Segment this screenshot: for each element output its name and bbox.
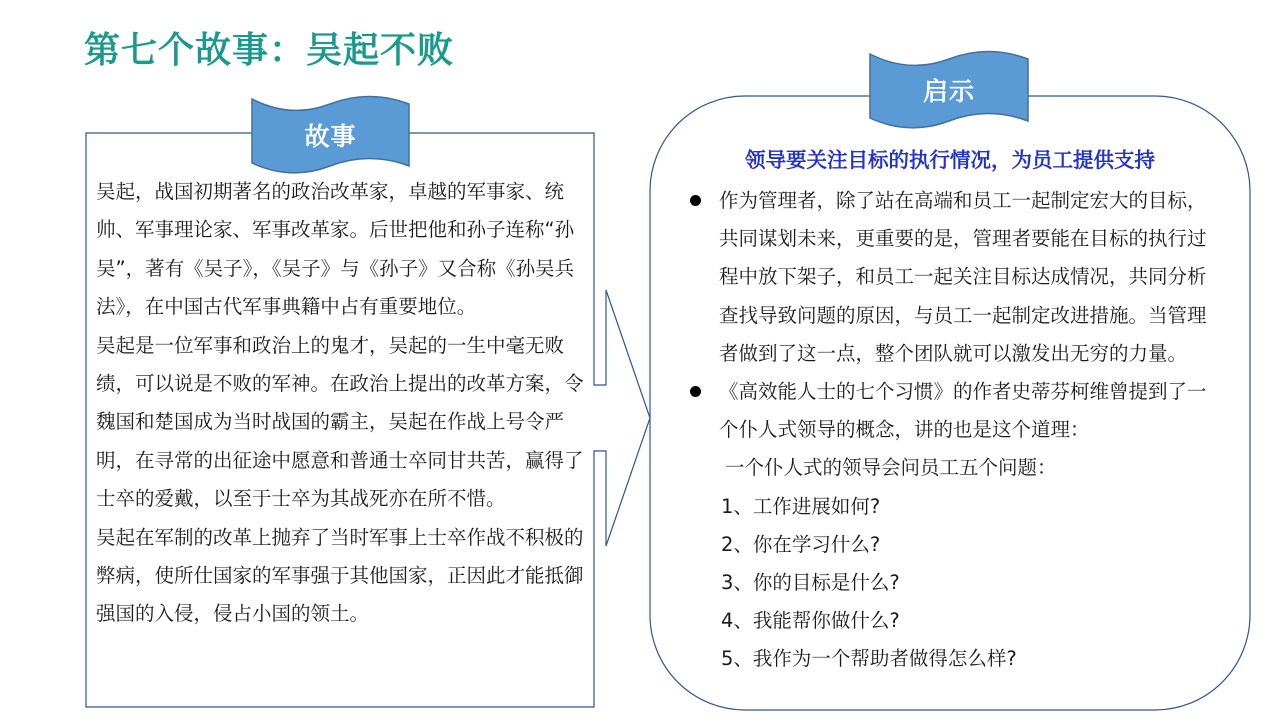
story-banner-label: 故事 <box>304 122 357 151</box>
question-item: 1、工作进展如何? <box>721 494 881 518</box>
insight-bullets <box>690 182 1220 679</box>
page-title: 第七个故事：吴起不败 <box>84 30 455 71</box>
insight-banner-label: 启示 <box>922 77 975 106</box>
insight-heading: 领导要关注目标的执行情况，为员工提供支持 <box>745 148 1155 172</box>
story-paragraph: 吴起，战国初期著名的政治改革家，卓越的军事家、统帅、军事理论家、军事改革家。后世把他和孙子连称“孙吴”，著有《吴子》，《吴子》与《孙子》又合称《孙吴兵法》，在中国古代军事典籍中占有重要地位。 <box>96 180 575 319</box>
question-item: 4、我能帮你做什么? <box>721 609 900 633</box>
bullet-text: 作为管理者，除了站在高端和员工一起制定宏大的目标，共同谋划未来，更重要的是，管理者要能在目标的执行过程中放下架子，和员工一起关注目标达成情况，共同分析查找导致问题的原因，与员工一起制定改进措施。当管理者做到了这一点，整个团队就可以激发出无穷的力量。 <box>719 189 1207 365</box>
question-item: 3、你的目标是什么? <box>721 571 900 595</box>
bullet-item <box>690 373 1220 449</box>
story-text <box>96 173 588 634</box>
question-item: 5、我作为一个帮助者做得怎么样? <box>721 647 1017 671</box>
servant-leader-intro: 一个仆人式的领导会问员工五个问题： <box>725 456 1057 480</box>
bullet-dot-icon <box>690 195 701 206</box>
story-paragraph: 吴起在军制的改革上抛弃了当时军事上士卒作战不积极的弊病，使所仕国家的军事强于其他国家，正因此才能抵御强国的入侵，侵占小国的领土。 <box>96 525 584 626</box>
bullet-item <box>690 182 1220 373</box>
bullet-dot-icon <box>690 386 701 397</box>
question-item: 2、你在学习什么? <box>721 532 881 556</box>
story-paragraph: 吴起是一位军事和政治上的鬼才，吴起的一生中毫无败绩，可以说是不败的军神。在政治上提出的改革方案，令魏国和楚国成为当时战国的霸主，吴起在作战上号令严明，在寻常的出征途中愿意和普通士卒同甘共苦，赢得了士卒的爱戴，以至于士卒为其战死亦在所不惜。 <box>96 333 584 511</box>
bullet-text: 《高效能人士的七个习惯》的作者史蒂芬柯维曾提到了一个仆人式领导的概念，讲的也是这个道理： <box>719 380 1207 442</box>
